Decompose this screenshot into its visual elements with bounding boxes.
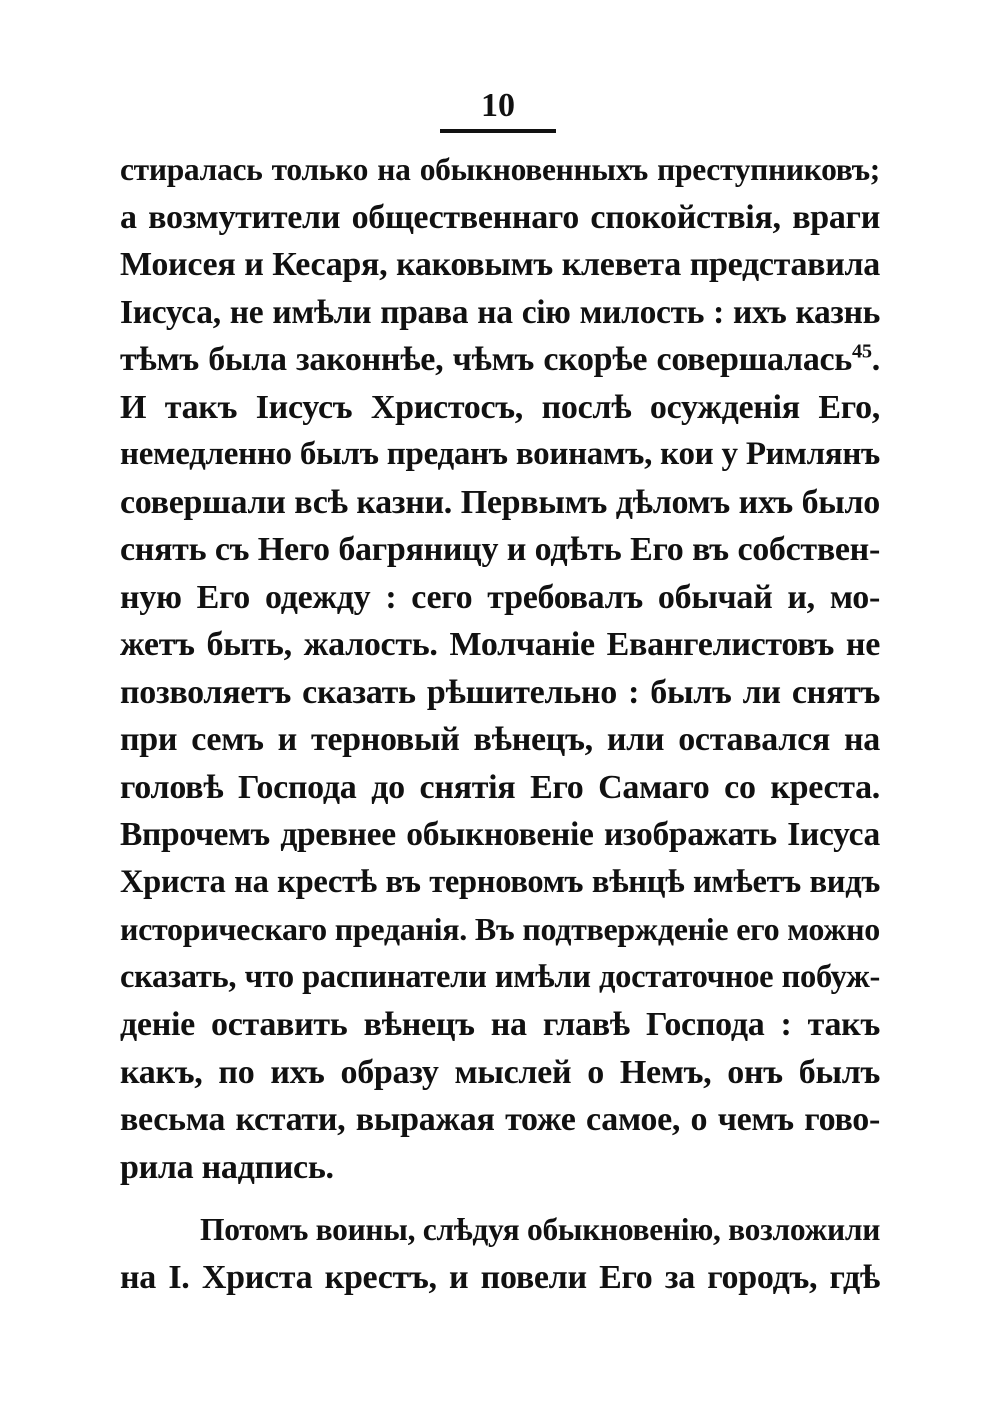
text-line: жетъ быть, жалость. Молчаніе Евангелистовъ не	[120, 626, 880, 663]
text-line: при семъ и терновый вѣнецъ, или оставался на	[120, 721, 880, 758]
text-line: Іисуса, не имѣли права на сію милость : ихъ казнь	[120, 293, 880, 331]
text-line: весьма кстати, выражая тоже самое, о чемъ гово-	[120, 1101, 880, 1138]
text-line: Потомъ воины, слѣдуя обыкновенію, возложили	[200, 1212, 881, 1247]
text-line: снять съ Него багряницу и одѣть Его въ собствен-	[120, 531, 880, 568]
body-text	[120, 146, 880, 1301]
text-line: рила надпись.	[120, 1148, 334, 1186]
paragraph-gap	[120, 1191, 880, 1206]
text-line: Христа на крестѣ въ терновомъ вѣнцѣ имѣетъ видъ	[120, 863, 880, 900]
text-line-content: тѣмъ была законнѣе, чѣмъ скорѣе совершалась	[120, 341, 852, 378]
text-line: Моисея и Кесаря, каковымъ клевета представила	[120, 246, 880, 283]
text-line: историческаго преданія. Въ подтвержденіе его можно	[120, 911, 880, 947]
text-line-with-footnote: тѣмъ была законнѣе, чѣмъ скорѣе совершалась$^{45}$.	[120, 340, 880, 378]
text-line: стиралась только на обыкновенныхъ преступниковъ;	[120, 152, 880, 187]
page-number: 10	[481, 87, 515, 124]
paragraph-1	[120, 146, 880, 1191]
text-line: позволяетъ сказать рѣшительно : былъ ли снятъ	[120, 673, 880, 711]
text-line: на І. Христа крестъ, и повели Его за городъ, гдѣ	[120, 1258, 880, 1296]
text-line: какъ, по ихъ образу мыслей о Немъ, онъ былъ	[120, 1053, 880, 1091]
text-line: И такъ Іисусъ Христосъ, послѣ осужденія Его,	[120, 388, 880, 426]
text-line: Впрочемъ древнее обыкновеніе изображать Іисуса	[120, 816, 880, 853]
page-number-rule	[440, 129, 556, 133]
paragraph-2	[120, 1206, 880, 1301]
text-line: немедленно былъ преданъ воинамъ, кои у Римлянъ	[120, 436, 880, 472]
text-line: деніе оставить вѣнецъ на главѣ Господа : такъ	[120, 1006, 880, 1043]
text-line: а возмутители общественнаго спокойствія, враги	[120, 198, 880, 236]
text-line: головѣ Господа до снятія Его Самаго со креста.	[120, 768, 880, 806]
text-line: совершали всѣ казни. Первымъ дѣломъ ихъ было	[120, 483, 880, 521]
text-line: ную Его одежду : сего требовалъ обычай и, мо-	[120, 578, 880, 616]
text-line: сказать, что распинатели имѣли достаточное побуж-	[120, 958, 880, 995]
footnote-reference: 45	[852, 340, 872, 363]
